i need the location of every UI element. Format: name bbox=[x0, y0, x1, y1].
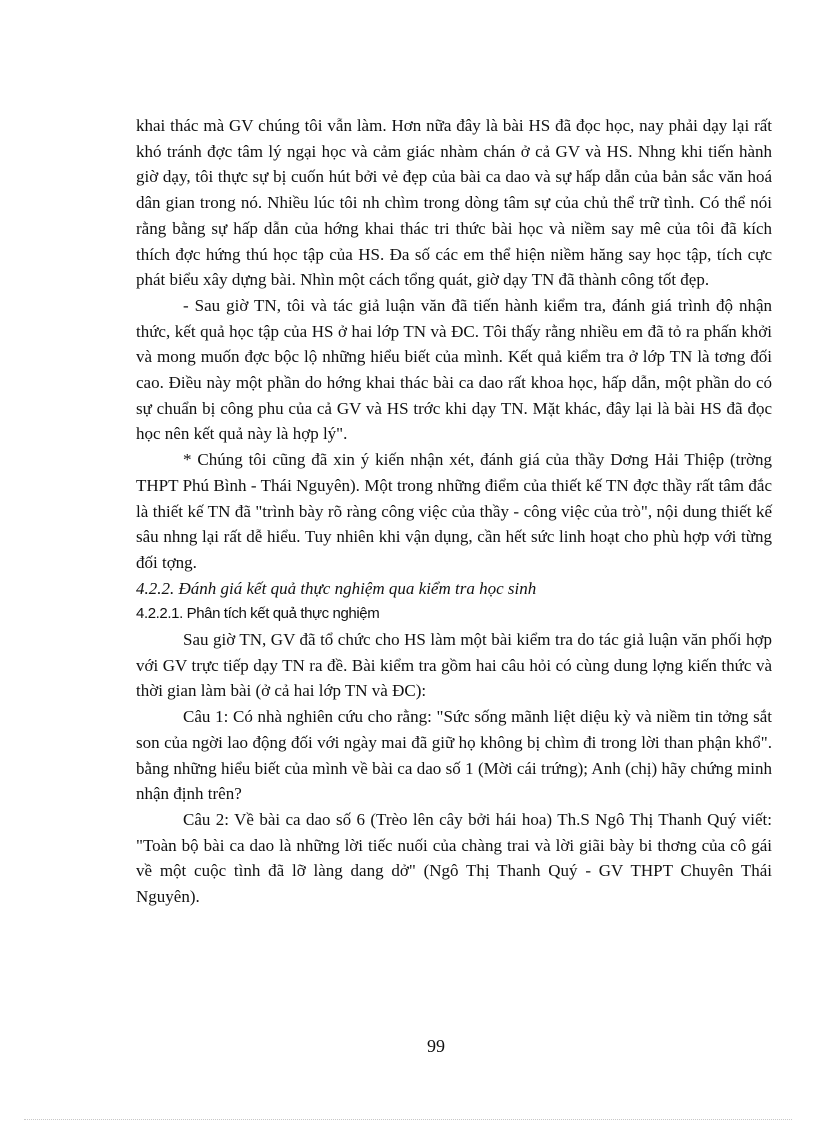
paragraph-assessment: - Sau giờ TN, tôi và tác giả luận văn đã tiến hành kiểm tra, đánh giá trình độ nhận thức, kết quả học tập của HS ở hai lớp TN và ĐC. Tôi thấy rằng nhiều em đã tỏ ra phấn khởi và mong muốn đợc bộc lộ những hiểu biết của mình. Kết quả kiểm tra ở lớp TN là tơng đối cao. Điều này một phần do hớng khai thác bài ca dao rất khoa học, hấp dẫn, một phần do có sự chuẩn bị công phu của cả GV và HS trớc khi dạy TN. Mặt khác, đây lại là bài HS đã đọc học nên kết quả này là hợp lý". bbox=[136, 295, 772, 444]
subsection-heading: 4.2.2.1. Phân tích kết quả thực nghiệm bbox=[136, 605, 380, 623]
paragraph-question-1: Câu 1: Có nhà nghiên cứu cho rằng: "Sức sống mãnh liệt diệu kỳ và niềm tin tởng sắt son của ngời lao động đối với ngày mai đã giữ họ không bị chìm đi trong lời than phận khổ". bằng những hiểu biết của mình về bài ca dao số 1 (Mời cái trứng); Anh (chị) hãy chứng minh nhận định trên? bbox=[136, 707, 772, 804]
body-text bbox=[136, 113, 772, 910]
paragraph-teacher-feedback: * Chúng tôi cũng đã xin ý kiến nhận xét, đánh giá của thầy Dơng Hải Thiệp (trờng THPT Phú Bình - Thái Nguyên). Một trong những điểm của thiết kế TN đợc thầy rất tâm đắc là thiết kế TN đã "trình bày rõ ràng công việc của thầy - công việc của trò", nội dung thiết kế sâu nhng lại rất dễ hiểu. Tuy nhiên khi vận dụng, cần hết sức linh hoạt cho phù hợp với từng đối tợng. bbox=[136, 450, 772, 572]
paragraph-continuation: khai thác mà GV chúng tôi vẫn làm. Hơn nữa đây là bài HS đã đọc học, nay phải dạy lại rất khó tránh đợc tâm lý ngại học và cảm giác nhàm chán ở cả GV và HS. Nhng khi tiến hành giờ dạy, tôi thực sự bị cuốn hút bởi vẻ đẹp của bài ca dao và sự hấp dẫn của bản sắc văn hoá dân gian trong nó. Nhiều lúc tôi nh chìm trong dòng tâm sự của chủ thể trữ tình. Có thể nói rằng bằng sự hấp dẫn của hớng khai thác tri thức bài học và niềm say mê của tôi đã kích thích đợc hứng thú học tập của HS. Đa số các em thể hiện niềm hăng say học tập, tích cực phát biểu xây dựng bài. Nhìn một cách tổng quát, giờ dạy TN đã thành công tốt đẹp. bbox=[136, 116, 772, 290]
paragraph-test-description: Sau giờ TN, GV đã tổ chức cho HS làm một bài kiểm tra do tác giả luận văn phối hợp với GV trực tiếp dạy TN ra đề. Bài kiểm tra gồm hai câu hỏi có cùng dung lợng kiến thức và thời gian làm bài (ở cả hai lớp TN và ĐC): bbox=[136, 630, 772, 701]
section-heading: 4.2.2. Đánh giá kết quả thực nghiệm qua kiểm tra học sinh bbox=[136, 578, 537, 598]
page-bottom-divider bbox=[24, 1119, 792, 1120]
paragraph-question-2: Câu 2: Về bài ca dao số 6 (Trèo lên cây bởi hái hoa) Th.S Ngô Thị Thanh Quý viết: "Toàn bộ bài ca dao là những lời tiếc nuối của chàng trai và lời giãi bày bi thơng của cô gái về một cuộc tình đã lỡ làng dang dở" (Ngô Thị Thanh Quý - GV THPT Chuyên Thái Nguyên). bbox=[136, 809, 772, 907]
page-number: 99 bbox=[427, 1036, 445, 1056]
